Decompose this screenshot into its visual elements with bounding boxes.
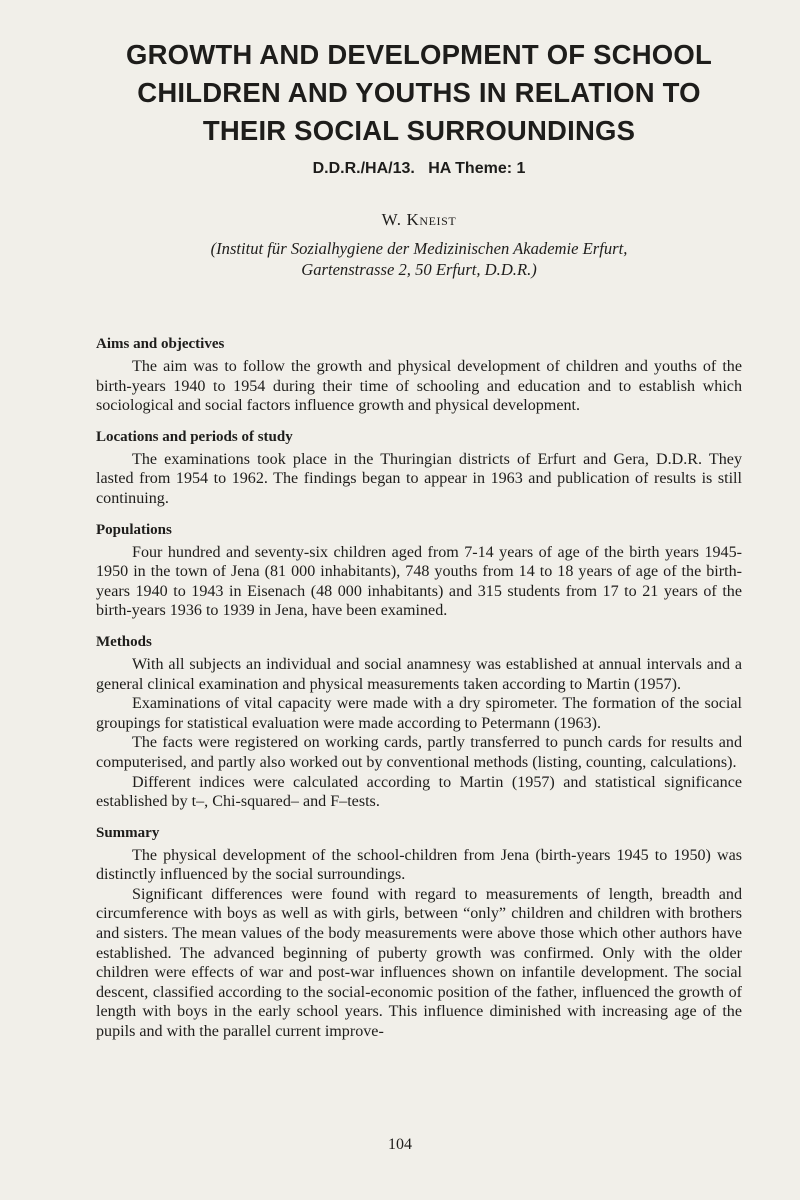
section-aims xyxy=(96,334,742,416)
section-heading-aims: Aims and objectives xyxy=(96,336,225,352)
author-name-text: W. Kneist xyxy=(381,210,457,229)
section-paragraph: Different indices were calculated according to Martin (1957) and statistical significance established by t–, Chi-squared– and F–tests. xyxy=(96,773,742,811)
section-heading-methods: Methods xyxy=(96,633,152,650)
author-affiliation xyxy=(96,238,742,280)
section-paragraph: Significant differences were found with regard to measurements of length, breadth and circumference with boys as well as with girls, between “only” children and children with brothers and sisters. The mean values of the body measurements were above those which other authors have established. The advanced beginning of puberty growth was confirmed. Only with the older children were effects of war and post-war influences shown on infantile development. The social descent, classified according to the social-economic position of the father, influenced the growth of length with boys in the early school years. This influence diminished with increasing age of the pupils and with the parallel current improve- xyxy=(96,885,742,1041)
section-paragraph: Four hundred and seventy-six children aged from 7-14 years of age of the birth years 1945-1950 in the town of Jena (81 000 inhabitants), 748 youths from 14 to 18 years of age of the birth-years 1940 to 1943 in Eisenach (48 000 inhabitants) and 315 students from 17 to 21 years of the birth-years 1936 to 1939 in Jena, have been examined. xyxy=(96,543,742,620)
section-methods xyxy=(96,632,742,812)
project-code: D.D.R./HA/13. HA Theme: 1 xyxy=(312,160,526,177)
document-body xyxy=(96,334,742,1042)
section-summary xyxy=(96,823,742,1042)
section-populations xyxy=(96,520,742,621)
section-heading-summary: Summary xyxy=(96,824,160,841)
affiliation-line-1: (Institut für Sozialhygiene der Medizinischen Akademie Erfurt, xyxy=(210,239,628,258)
section-paragraph: The physical development of the school-children from Jena (birth-years 1945 to 1950) was distinctly influenced by the social surroundings. xyxy=(96,846,742,884)
author-name xyxy=(96,210,742,230)
document-page xyxy=(96,36,742,1053)
affiliation-line-2: Gartenstrasse 2, 50 Erfurt, D.D.R.) xyxy=(301,260,537,279)
section-paragraph: The aim was to follow the growth and physical development of children and youths of the birth-years 1940 to 1954 during their time of schooling and education and to establish which sociological and social factors influence growth and physical development. xyxy=(96,358,742,415)
section-heading-locations: Locations and periods of study xyxy=(96,428,293,445)
section-paragraph: Examinations of vital capacity were made with a dry spirometer. The formation of the social groupings for statistical evaluation were made according to Petermann (1963). xyxy=(96,695,742,732)
page-title: GROWTH AND DEVELOPMENT OF SCHOOL CHILDREN AND YOUTHS IN RELATION TO THEIR SOCIAL SURROUNDINGS xyxy=(126,39,712,146)
section-paragraph: The examinations took place in the Thuringian districts of Erfurt and Gera, D.D.R. They lasted from 1954 to 1962. The findings began to appear in 1963 and publication of results is still continuing. xyxy=(96,450,742,507)
section-heading-populations: Populations xyxy=(96,521,172,538)
section-paragraph: With all subjects an individual and social anamnesy was established at annual intervals and a general clinical examination and physical measurements taken according to Martin (1957). xyxy=(96,655,742,693)
section-paragraph: The facts were registered on working cards, partly transferred to punch cards for results and computerised, and partly also worked out by conventional methods (listing, counting, calculations). xyxy=(96,734,742,771)
section-locations xyxy=(96,427,742,509)
page-number: 104 xyxy=(388,1136,412,1153)
